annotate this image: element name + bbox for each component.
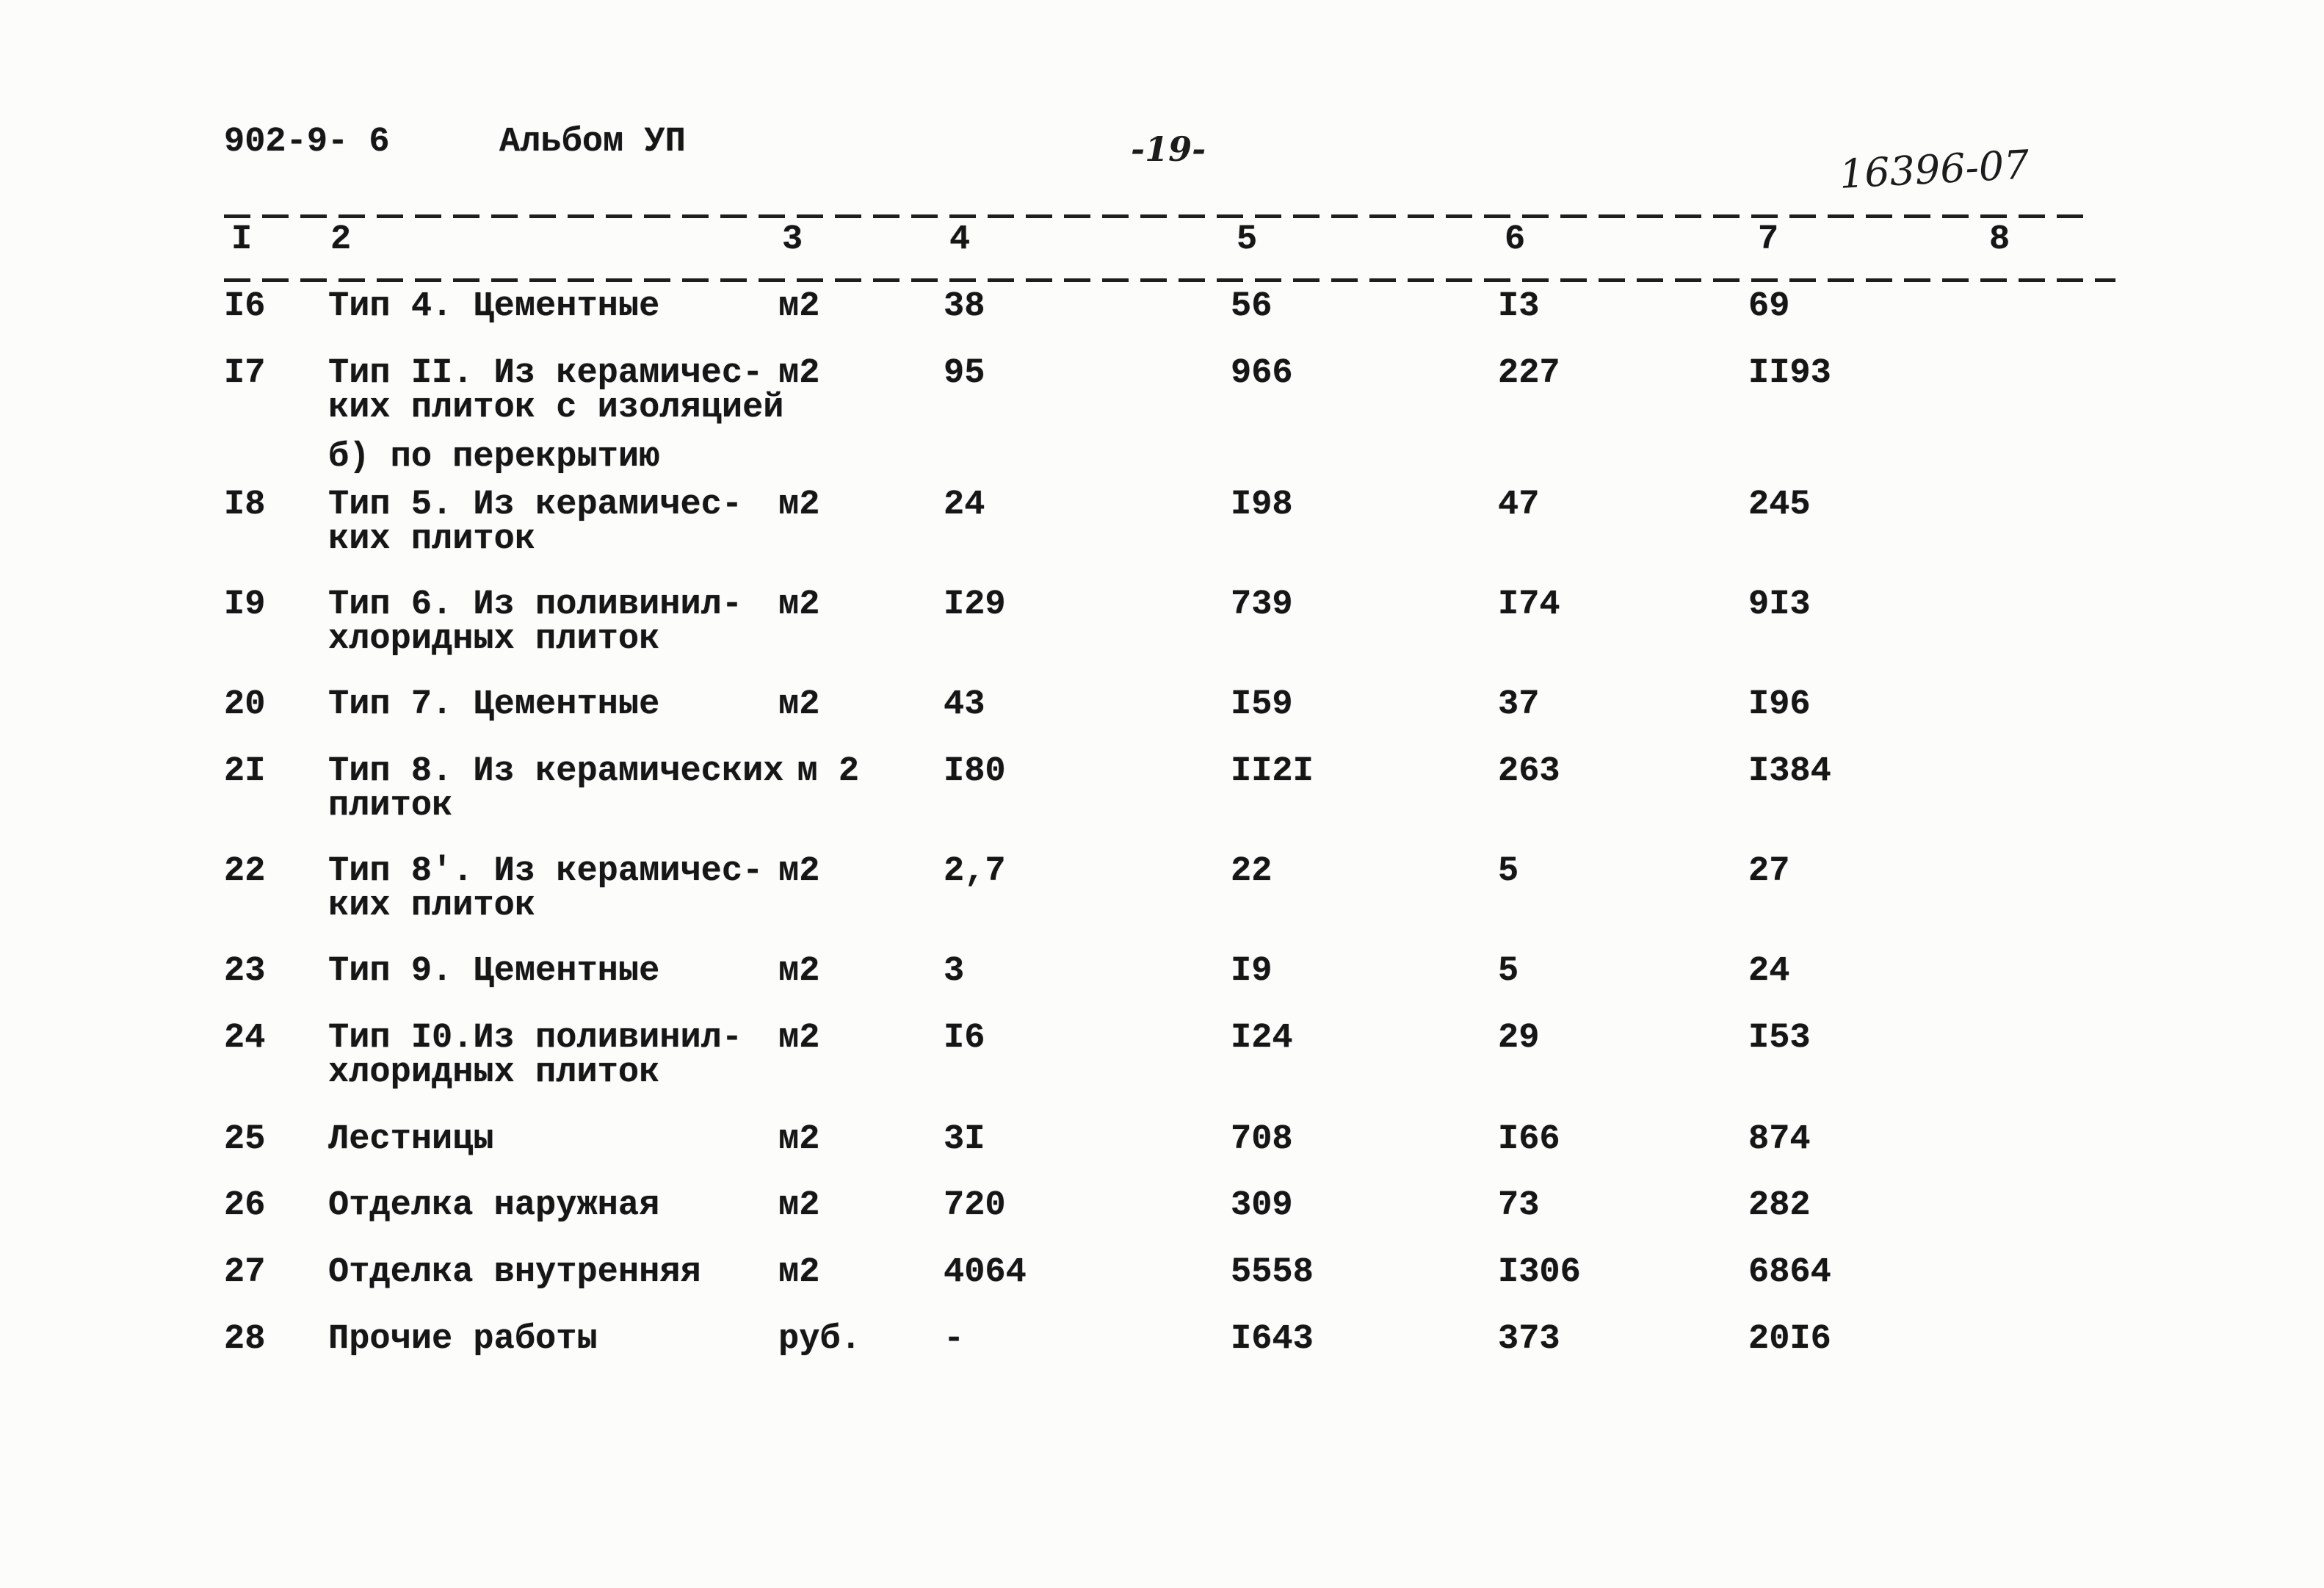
row-value-col4: I29 (944, 585, 1006, 624)
row-value-col7: 874 (1748, 1120, 1811, 1159)
row-value-col4: 24 (944, 486, 985, 524)
row-value-col4: 95 (944, 354, 985, 393)
row-unit: м2 (778, 354, 820, 393)
album-title: Альбом УП (499, 123, 686, 162)
row-value-col7: 282 (1748, 1186, 1811, 1225)
row-value-col7: I384 (1748, 752, 1831, 791)
row-value-col7: 245 (1748, 486, 1811, 524)
row-description-line: ких плиток (328, 887, 536, 925)
row-description-line: Прочие работы (328, 1320, 598, 1359)
row-number: 24 (224, 1019, 266, 1058)
row-value-col6: 5 (1498, 852, 1519, 891)
row-value-col5: 309 (1231, 1186, 1293, 1225)
handwritten-reference: 16396-07 (1838, 141, 2031, 198)
row-unit: м2 (778, 685, 820, 724)
row-value-col4: I80 (944, 752, 1006, 791)
row-value-col4: 4064 (944, 1253, 1027, 1292)
column-header: 7 (1758, 220, 1779, 259)
row-value-col5: 708 (1231, 1120, 1293, 1159)
row-description-line: Отделка наружная (328, 1186, 660, 1225)
row-value-col6: I66 (1498, 1120, 1560, 1159)
row-value-col6: 373 (1498, 1320, 1560, 1359)
column-header: I (231, 220, 253, 259)
section-heading-text: б) по перекрытию (328, 438, 660, 477)
row-value-col6: 37 (1498, 685, 1540, 724)
row-unit: м2 (778, 1019, 820, 1058)
row-value-col4: 3 (944, 952, 965, 991)
row-value-col6: 227 (1498, 354, 1560, 393)
row-description-line: Тип 8'. Из керамичес- (328, 852, 764, 891)
row-value-col7: 20I6 (1748, 1320, 1831, 1359)
row-number: I7 (224, 354, 266, 393)
row-number: I6 (224, 287, 266, 326)
row-value-col7: 69 (1748, 287, 1790, 326)
dashed-rule-top (224, 214, 2093, 218)
row-description-line: Тип 7. Цементные (328, 685, 660, 724)
row-value-col4: I6 (944, 1019, 985, 1058)
row-description-line: Тип 8. Из керамических (328, 752, 784, 791)
row-value-col6: 5 (1498, 952, 1519, 991)
row-number: 25 (224, 1120, 266, 1159)
row-value-col5: II2I (1231, 752, 1314, 791)
row-unit: руб. (778, 1320, 861, 1359)
row-value-col4: 3I (944, 1120, 985, 1159)
row-unit: м2 (778, 852, 820, 891)
row-value-col4: - (944, 1320, 965, 1359)
row-value-col7: 27 (1748, 852, 1790, 891)
row-value-col5: 22 (1231, 852, 1273, 891)
row-description-line: ких плиток (328, 520, 536, 559)
row-value-col5: I9 (1231, 952, 1273, 991)
row-description-line: Тип 9. Цементные (328, 952, 660, 991)
row-value-col7: 9I3 (1748, 585, 1811, 624)
row-number: 28 (224, 1320, 266, 1359)
row-description-line: Тип 5. Из керамичес- (328, 486, 743, 524)
row-value-col7: II93 (1748, 354, 1831, 393)
row-number: 26 (224, 1186, 266, 1225)
row-number: 22 (224, 852, 266, 891)
row-description-line: Тип II. Из керамичес- (328, 354, 764, 393)
page-number: -19- (1131, 129, 1206, 169)
row-value-col5: 966 (1231, 354, 1293, 393)
row-value-col6: 73 (1498, 1186, 1540, 1225)
row-unit: м2 (778, 1186, 820, 1225)
row-value-col5: 5558 (1231, 1253, 1314, 1292)
row-number: I8 (224, 486, 266, 524)
row-unit: м2 (778, 952, 820, 991)
row-unit: м2 (778, 1253, 820, 1292)
row-value-col6: I306 (1498, 1253, 1581, 1292)
row-value-col5: 739 (1231, 585, 1293, 624)
column-header: 6 (1505, 220, 1526, 259)
row-value-col6: I74 (1498, 585, 1560, 624)
row-description-line: Тип 4. Цементные (328, 287, 660, 326)
row-unit: м2 (778, 1120, 820, 1159)
row-number: 23 (224, 952, 266, 991)
row-value-col6: 263 (1498, 752, 1560, 791)
row-value-col4: 38 (944, 287, 985, 326)
row-value-col5: I98 (1231, 486, 1293, 524)
row-unit: м 2 (797, 752, 860, 791)
document-code: 902-9- 6 (224, 123, 390, 162)
row-unit: м2 (778, 585, 820, 624)
column-header: 3 (782, 220, 803, 259)
row-value-col5: 56 (1231, 287, 1273, 326)
row-description-line: хлоридных плиток (328, 1053, 660, 1092)
row-value-col6: I3 (1498, 287, 1540, 326)
row-value-col7: I53 (1748, 1019, 1811, 1058)
row-unit: м2 (778, 287, 820, 326)
column-header: 4 (949, 220, 971, 259)
row-value-col5: I59 (1231, 685, 1293, 724)
row-unit: м2 (778, 486, 820, 524)
row-value-col5: I643 (1231, 1320, 1314, 1359)
column-header: 8 (1989, 220, 2010, 259)
row-value-col7: I96 (1748, 685, 1811, 724)
row-value-col6: 47 (1498, 486, 1540, 524)
row-number: 20 (224, 685, 266, 724)
row-description-line: ких плиток с изоляцией (328, 389, 784, 427)
row-description-line: Лестницы (328, 1120, 494, 1159)
row-description-line: Тип 6. Из поливинил- (328, 585, 743, 624)
row-value-col7: 24 (1748, 952, 1790, 991)
row-number: 27 (224, 1253, 266, 1292)
row-description-line: плиток (328, 787, 453, 826)
column-header: 5 (1237, 220, 1258, 259)
row-value-col6: 29 (1498, 1019, 1540, 1058)
row-description-line: хлоридных плиток (328, 620, 660, 659)
column-header: 2 (330, 220, 352, 259)
row-number: I9 (224, 585, 266, 624)
row-description-line: Тип I0.Из поливинил- (328, 1019, 743, 1058)
row-value-col5: I24 (1231, 1019, 1293, 1058)
row-number: 2I (224, 752, 266, 791)
row-value-col7: 6864 (1748, 1253, 1831, 1292)
dashed-rule-bottom (224, 278, 2115, 282)
row-value-col4: 720 (944, 1186, 1006, 1225)
row-description-line: Отделка внутренняя (328, 1253, 701, 1292)
row-value-col4: 43 (944, 685, 985, 724)
row-value-col4: 2,7 (944, 852, 1006, 891)
